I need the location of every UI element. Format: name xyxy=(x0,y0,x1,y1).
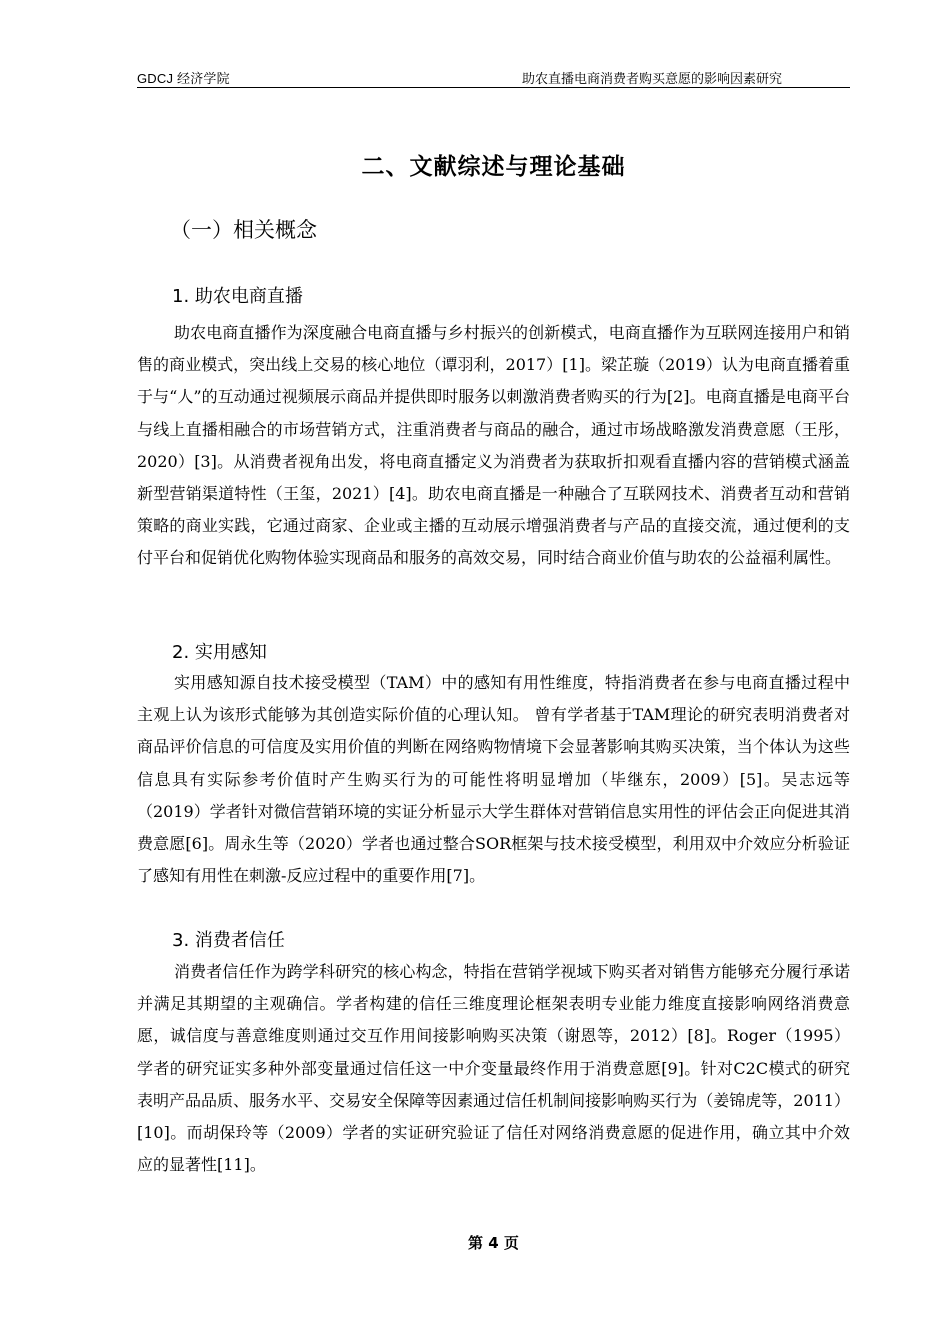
paragraph-2: 实用感知源自技术接受模型（TAM）中的感知有用性维度，特指消费者在参与电商直播过程中主观上认为该形式能够为其创造实际价值的心理认知。 曾有学者基于TAM理论的研究表明消费者对商品评价信息的可信度及实用价值的判断在网络购物情境下会显著影响其购买决策，当个体认为这些信息具有实际参考价值时产生购买行为的可能性将明显增加（毕继东，2009）[5]。吴志远等（2019）学者针对微信营销环境的实证分析显示大学生群体对营销信息实用性的评估会正向促进其消费意愿[6]。周永生等（2020）学者也通过整合SOR框架与技术接受模型，利用双中介效应分析验证了感知有用性在刺激-反应过程中的重要作用[7]。 xyxy=(137,673,850,886)
paragraph-3: 消费者信任作为跨学科研究的核心构念，特指在营销学视域下购买者对销售方能够充分履行承诺并满足其期望的主观确信。学者构建的信任三维度理论框架表明专业能力维度直接影响网络消费意愿，诚信度与善意维度则通过交互作用间接影响购买决策（谢恩等，2012）[8]。Roger（1995）学者的研究证实多种外部变量通过信任这一中介变量最终作用于消费意愿[9]。针对C2C模式的研究表明产品品质、服务水平、交易安全保障等因素通过信任机制间接影响购买行为（姜锦虎等，2011）[10]。而胡保玲等（2009）学者的实证研究验证了信任对网络消费意愿的促进作用，确立其中介效应的显著性[11]。 xyxy=(137,962,850,1175)
header-divider xyxy=(137,87,850,88)
header-institution: GDCJ 经济学院 xyxy=(137,71,230,86)
paragraph-1: 助农电商直播作为深度融合电商直播与乡村振兴的创新模式，电商直播作为互联网连接用户和销售的商业模式，突出线上交易的核心地位（谭羽利，2017）[1]。梁芷璇（2019）认为电商直播着重于与“人”的互动通过视频展示商品并提供即时服务以刺激消费者购买的行为[2]。电商直播是电商平台与线上直播相融合的市场营销方式，注重消费者与商品的融合，通过市场战略激发消费意愿（王彤，2020）[3]。从消费者视角出发，将电商直播定义为消费者为获取折扣观看直播内容的营销模式涵盖新型营销渠道特性（王玺，2021）[4]。助农电商直播是一种融合了互联网技术、消费者互动和营销策略的商业实践，它通过商家、企业或主播的互动展示增强消费者与产品的直接交流，通过便利的支付平台和促销优化购物体验实现商品和服务的高效交易，同时结合商业价值与助农的公益福利属性。 xyxy=(137,323,850,568)
page-number: 第 4 页 xyxy=(468,1234,519,1252)
chapter-title: 二、文献综述与理论基础 xyxy=(361,154,626,180)
header-paper-title: 助农直播电商消费者购买意愿的影响因素研究 xyxy=(521,72,782,87)
subsection-heading-1: 1. 助农电商直播 xyxy=(172,286,303,307)
subsection-heading-3: 3. 消费者信任 xyxy=(172,930,285,951)
section-title: （一）相关概念 xyxy=(170,218,317,242)
subsection-heading-2: 2. 实用感知 xyxy=(172,642,267,663)
